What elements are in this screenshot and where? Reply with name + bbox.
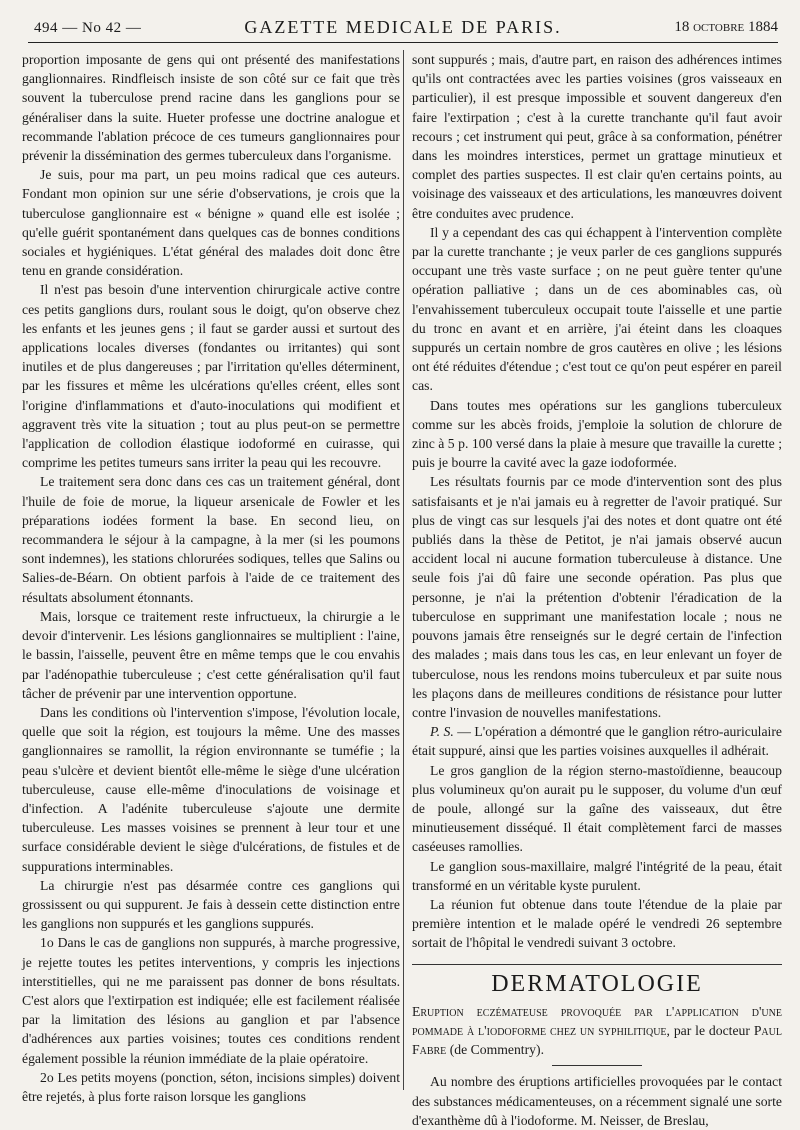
- paragraph: Mais, lorsque ce traitement reste infructueux, la chirurgie a le devoir d'intervenir. Les lésions ganglionnaires se multiplient : l'aine, le bassin, l'aisselle, peuvent être en même temps que le cou envahis par l'adénopathie tuberculeuse ; c'est cette généralisation qu'il faut tâcher de prévenir par une intervention opportune.: [22, 608, 400, 701]
- paragraph: Le ganglion sous-maxillaire, malgré l'intégrité de la peau, était transformé en un véritable kyste purulent.: [412, 858, 782, 893]
- article-title: Eruption eczémateuse provoquée par l'application d'une pommade à l'iodoforme chez un syphilitique,: [412, 1003, 782, 1038]
- short-divider: [552, 1065, 642, 1066]
- section-title: DERMATOLOGIE: [491, 970, 703, 997]
- paragraph: proportion imposante de gens qui ont présenté des manifestations ganglionnaires. Rindfleisch insiste de son côté sur ce fait que très souvent la tuberculose prend racine dans les ganglions pour se généraliser dans la suite. Hueter professe une doctrine analogue et recommande l'ablation précoce de ces tumeurs ganglionnaires pour prévenir la dissémination des germes tuberculeux dans l'organisme.: [22, 52, 400, 164]
- paragraph: Il n'est pas besoin d'une intervention chirurgicale active contre ces petits ganglions durs, roulant sous le doigt, qu'on observe chez les enfants et les jeunes gens ; il faut se garder aussi et surtout des applications locales diverses (fondantes ou irritantes) qui sont inutiles et de plus dangereuses ; par l'irritation qu'elles déterminent, par les fissures et même les ulcérations qu'elles créent, elles sont l'origine d'inflammations et d'auto-inoculations qui modifient et aggravent très vite la situation ; tout au plus peut-on se permettre l'application de collodion élastique iodoformé en cuirasse, qui comprime les petites tumeurs sans irriter la peau qui les recouvre.: [22, 282, 400, 471]
- article-byline: par le docteur: [669, 1022, 754, 1038]
- article-author: Paul Fabre: [412, 1022, 782, 1058]
- paragraph: La réunion fut obtenue dans toute l'étendue de la plaie par première intention et le malade opéré le vendredi 26 septembre sortait de l'hôpital le vendredi suivant 3 octobre.: [412, 896, 782, 951]
- page-header: [28, 12, 778, 43]
- column-divider: [403, 50, 404, 1090]
- section-divider: [412, 964, 782, 965]
- paragraph: sont suppurés ; mais, d'autre part, en raison des adhérences intimes qu'ils ont contractées avec les parties voisines (gros vaisseaux en particulier), il est presque impossible et souvent dangereux d'en faire l'extirpation ; c'est à la curette tranchante qu'il faut avoir recours ; cet instrument qui peut, grâce à sa conformation, pénétrer dans les moindres interstices, permet un grattage minutieux et complet des parties suspectes. Il est clair qu'en certains points, au voisinage des vaisseaux et des articulations, les manœuvres doivent être conduites avec prudence.: [412, 52, 782, 221]
- paragraph: Il y a cependant des cas qui échappent à l'intervention complète par la curette tranchante ; je veux parler de ces ganglions suppurés occupant une très vaste surface ; on ne peut guère tenter qu'une opération palliative ; dans un de ces abominables cas, où l'envahissement tuberculeux occupait toute l'aisselle et une partie du tronc en avant et en arrière, j'ai éteint dans les cloaques suppurés un certain nombre de gros cautères en olive ; les lésions ont été réduites d'étendue ; c'est tout ce qu'on peut espérer en pareil cas.: [412, 224, 782, 394]
- journal-title: GAZETTE MEDICALE DE PARIS.: [244, 17, 562, 37]
- left-column: [22, 50, 400, 1106]
- paragraph: Le traitement sera donc dans ces cas un traitement général, dont l'huile de foie de morue, la liqueur arsenicale de Fowler et les préparations iodées forment la base. En second lieu, on recommandera le séjour à la campagne, à la mer (si les poumons sont indemnes), les stations chlorurées sodiques, telles que Salins ou Salies-de-Béarn. On obtient parfois à l'aide de ce traitement des résultats absolument étonnants.: [22, 474, 400, 605]
- paragraph: Dans toutes mes opérations sur les ganglions tuberculeux comme sur les abcès froids, j'emploie la solution de chlorure de zinc à 5 p. 100 versé dans la plaie à mesure que travaille la curette ; puis je bourre la cavité avec la gaze iodoformée.: [412, 397, 782, 471]
- paragraph: La chirurgie n'est pas désarmée contre ces ganglions qui grossissent ou qui suppurent. Je fais à dessein cette distinction entre les ganglions non suppurés et les ganglions suppurés.: [22, 877, 400, 932]
- article-heading: [412, 1002, 782, 1060]
- article-affiliation: (de Commentry).: [446, 1042, 544, 1058]
- paragraph: 2o Les petits moyens (ponction, séton, incisions simples) doivent être rejetés, à plus forte raison lorsque les ganglions: [22, 1069, 400, 1104]
- paragraph: Les résultats fournis par ce mode d'intervention sont des plus satisfaisants et je n'ai jamais eu à regretter de l'avoir pratiqué. Sur plus de vingt cas sur lesquels j'ai des notes et dont quatre ont été publiés dans la thèse de Petitot, je n'ai jamais observé aucun accident local ni aucune formation tuberculeuse à distance. Une seule fois j'ai dû faire une seconde opération. Pas plus que personne, je n'ai la prétention d'obtenir l'éradication de la tuberculose en supprimant une manifestation locale ; nous ne pouvons jamais être renseignés sur le degré certain de l'infection des malades ; mais dans tous les cas, en leur enlevant un foyer de tuberculose, nous les rendons moins tuberculeux et par suite nous les plaçons dans de meilleures conditions de résistance pour lutter contre l'invasion de nouvelles manifestations.: [412, 474, 782, 720]
- paragraph: Le gros ganglion de la région sterno-mastoïdienne, beaucoup plus volumineux qu'on aurait pu le supposer, du volume d'un œuf de poule, allongé sur la gaîne des vaisseaux, dut être minutieusement disséqué. Il était complètement farci de masses caséeuses ramollies.: [412, 762, 782, 855]
- paragraph: Au nombre des éruptions artificielles provoquées par le contact des substances médicamenteuses, on a récemment signalé une sorte d'exanthème dû à l'iodoforme. M. Neisser, de Breslau,: [412, 1074, 782, 1128]
- right-column: [412, 50, 782, 1130]
- paragraph: Dans les conditions où l'intervention s'impose, l'évolution locale, quelle que soit la région, est toujours la même. Une des masses ganglionnaires se ramollit, la région environnante se tuméfie ; la peau s'ulcère et devient bientôt elle-même le siège d'une ulcération tuberculeuse, cause elle-même d'inoculations de voisinage et d'infection. A l'adénite tuberculeuse s'ajoute une dermite tuberculeuse. Les masses voisines se prennent à leur tour et une surface considérable devient le siège d'ulcérations, de fistules et de suppurations interminables.: [22, 704, 400, 874]
- paragraph: 1o Dans le cas de ganglions non suppurés, à marche progressive, je rejette toutes les petites interventions, y compris les injections interstitielles, qui ne me paraissent pas donner de bons résultats. C'est alors que l'extirpation est indiquée; elle est facilement réalisée par la limitation des lésions au ganglion et par l'absence d'adhérences aux parties voisines; toutes ces conditions rendent également possible la réunion immédiate de la plaie opératoire.: [22, 935, 400, 1066]
- ps-text: — L'opération a démontré que le ganglion rétro-auriculaire était suppuré, ainsi que les parties voisines auxquelles il adhérait.: [412, 724, 782, 759]
- postscript: [412, 722, 782, 760]
- page-number-issue: 494 — No 42 —: [34, 20, 142, 36]
- ps-label: P. S.: [430, 724, 454, 740]
- issue-date: 18 octobre 1884: [674, 19, 778, 35]
- paragraph: Je suis, pour ma part, un peu moins radical que ces auteurs. Fondant mon opinion sur une série d'observations, je crois que la tuberculose ganglionnaire est « bénigne » quand elle est isolée ; qu'elle guérit spontanément dans quelques cas de bonnes conditions sociales et hygiéniques. L'état général des malades doit donc être tenu en grande considération.: [22, 167, 400, 279]
